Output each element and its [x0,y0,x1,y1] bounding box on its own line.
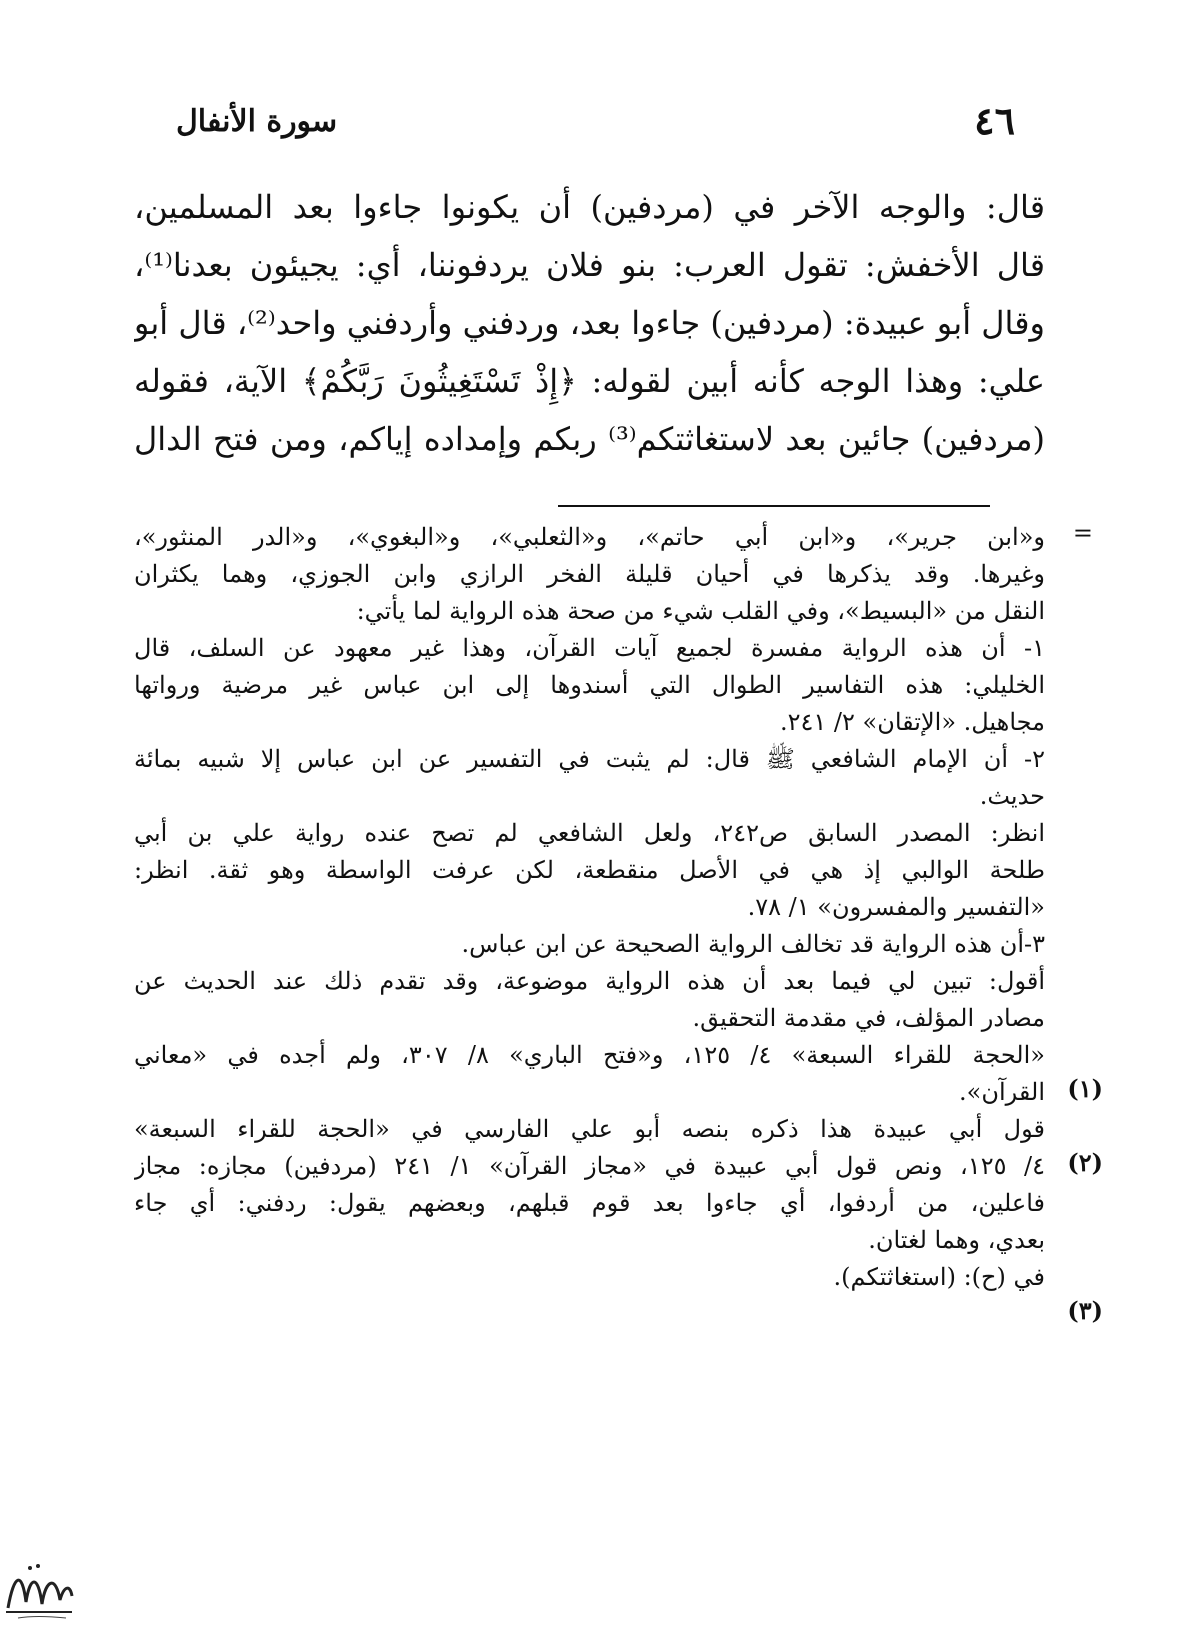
surah-title: سورة الأنفال [176,104,338,139]
continuation-mark: = [1072,519,1093,547]
footnote-line: ٣-أن هذه الرواية قد تخالف الرواية الصحيحة عن ابن عباس. [461,930,1045,958]
main-text-block [134,178,1045,468]
page-number: ٤٦ [974,98,1015,143]
main-text-line: وقال أبو عبيدة: (مردفين) جاءوا بعد، وردفني وأردفني واحد⁽²⁾، قال أبو [134,304,1045,342]
footnote-line: في (ح): (استغاثتكم). [833,1263,1045,1291]
footnote-line: الخليلي: هذه التفاسير الطوال التي أسندوها إلى ابن عباس غير مرضية ورواتها [134,671,1045,699]
main-text-line: قال: والوجه الآخر في (مردفين) أن يكونوا جاءوا بعد المسلمين، [134,188,1045,226]
footnote-line: حديث. [979,782,1045,810]
footnotes-block [134,519,1103,1325]
footnote-number: (٣) [1067,1296,1103,1325]
main-text-line: قال الأخفش: تقول العرب: بنو فلان يردفوننا، أي: يجيئون بعدنا⁽¹⁾، [134,246,1045,284]
footnote-line: وغيرها. وقد يذكرها في أحيان قليلة الفخر الرازي وابن الجوزي، وهما يكثران [134,560,1045,588]
footnote-number: (٢) [1067,1148,1103,1177]
footnote-line: انظر: المصدر السابق ص٢٤٢، ولعل الشافعي لم تصح عنده رواية علي بن أبي [134,819,1045,847]
footnote-line: أقول: تبين لي فيما بعد أن هذه الرواية موضوعة، وقد تقدم ذلك عند الحديث عن [134,967,1045,995]
footnote-line: ٢- أن الإمام الشافعي ﷺ قال: لم يثبت في التفسير عن ابن عباس إلا شبيه بمائة [134,745,1045,773]
footnote-divider [558,505,990,507]
footnote-number: (١) [1067,1074,1103,1103]
footnote-line: «الحجة للقراء السبعة» ٤/ ١٢٥، و«فتح الباري» ٨/ ٣٠٧، ولم أجده في «معاني [134,1041,1045,1069]
footnote-line: بعدي، وهما لغتان. [868,1226,1045,1254]
footnote-line: ١- أن هذه الرواية مفسرة لجميع آيات القرآن، وهذا غير معهود عن السلف، قال [134,634,1045,662]
main-text-line: (مردفين) جائين بعد لاستغاثتكم⁽³⁾ ربكم وإمداده إياكم، ومن فتح الدال [134,420,1045,458]
main-text-line: علي: وهذا الوجه كأنه أبين لقوله: ﴿إِذْ تَسْتَغِيثُونَ رَبَّكُمْ﴾ الآية، فقوله [134,362,1045,400]
footnote-line: مجاهيل. «الإتقان» ٢/ ٢٤١. [779,708,1045,736]
page-header [176,98,1015,148]
footnote-line: ٤/ ١٢٥، ونص قول أبي عبيدة في «مجاز القرآن» ١/ ٢٤١ (مردفين) مجازه: مجاز [134,1152,1045,1180]
footnote-line: القرآن». [959,1078,1045,1106]
footnote-line: طلحة الوالبي إذ هي في الأصل منقطعة، لكن عرفت الواسطة وهو ثقة. انظر: [134,856,1045,884]
footnote-line: «التفسير والمفسرون» ١/ ٧٨. [747,893,1045,921]
footnote-line: فاعلين، من أردفوا، أي جاءوا بعد قوم قبلهم، وبعضهم يقول: ردفني: أي جاء [134,1189,1045,1217]
footnote-line: و«ابن جرير»، و«ابن أبي حاتم»، و«الثعلبي»، و«البغوي»، و«الدر المنثور»، [134,523,1045,551]
footnote-line: مصادر المؤلف، في مقدمة التحقيق. [692,1004,1045,1032]
footnote-line: النقل من «البسيط»، وفي القلب شيء من صحة هذه الرواية لما يأتي: [356,597,1045,625]
footnote-line: قول أبي عبيدة هذا ذكره بنصه أبو علي الفارسي في «الحجة للقراء السبعة» [134,1115,1045,1143]
library-stamp-logo [0,1556,78,1624]
